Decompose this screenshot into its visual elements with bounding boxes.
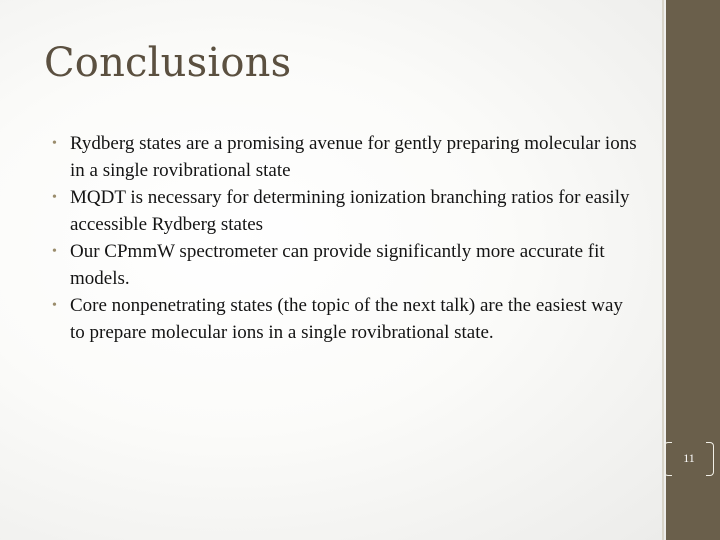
page-number: 11 — [683, 451, 695, 465]
bullet-text: Our CPmmW spectrometer can provide significantly more accurate fit models. — [70, 241, 605, 289]
bullet-text: Core nonpenetrating states (the topic of the next talk) are the easiest way to prepare molecular ions in a single rovibrational state. — [70, 295, 623, 343]
bullet-list — [52, 130, 642, 346]
bullet-icon: • — [52, 244, 57, 259]
bullet-item — [52, 130, 642, 184]
bullet-text: MQDT is necessary for determining ionization branching ratios for easily accessible Rydberg states — [70, 187, 630, 235]
page-number-badge — [664, 442, 714, 476]
bullet-item — [52, 238, 642, 292]
bullet-icon: • — [52, 136, 57, 151]
bullet-item — [52, 184, 642, 238]
slide-title: Conclusions — [44, 40, 292, 86]
bullet-icon: • — [52, 298, 57, 313]
bullet-text: Rydberg states are a promising avenue for gently preparing molecular ions in a single rovibrational state — [70, 133, 637, 181]
bullet-item — [52, 292, 642, 346]
bullet-icon: • — [52, 190, 57, 205]
